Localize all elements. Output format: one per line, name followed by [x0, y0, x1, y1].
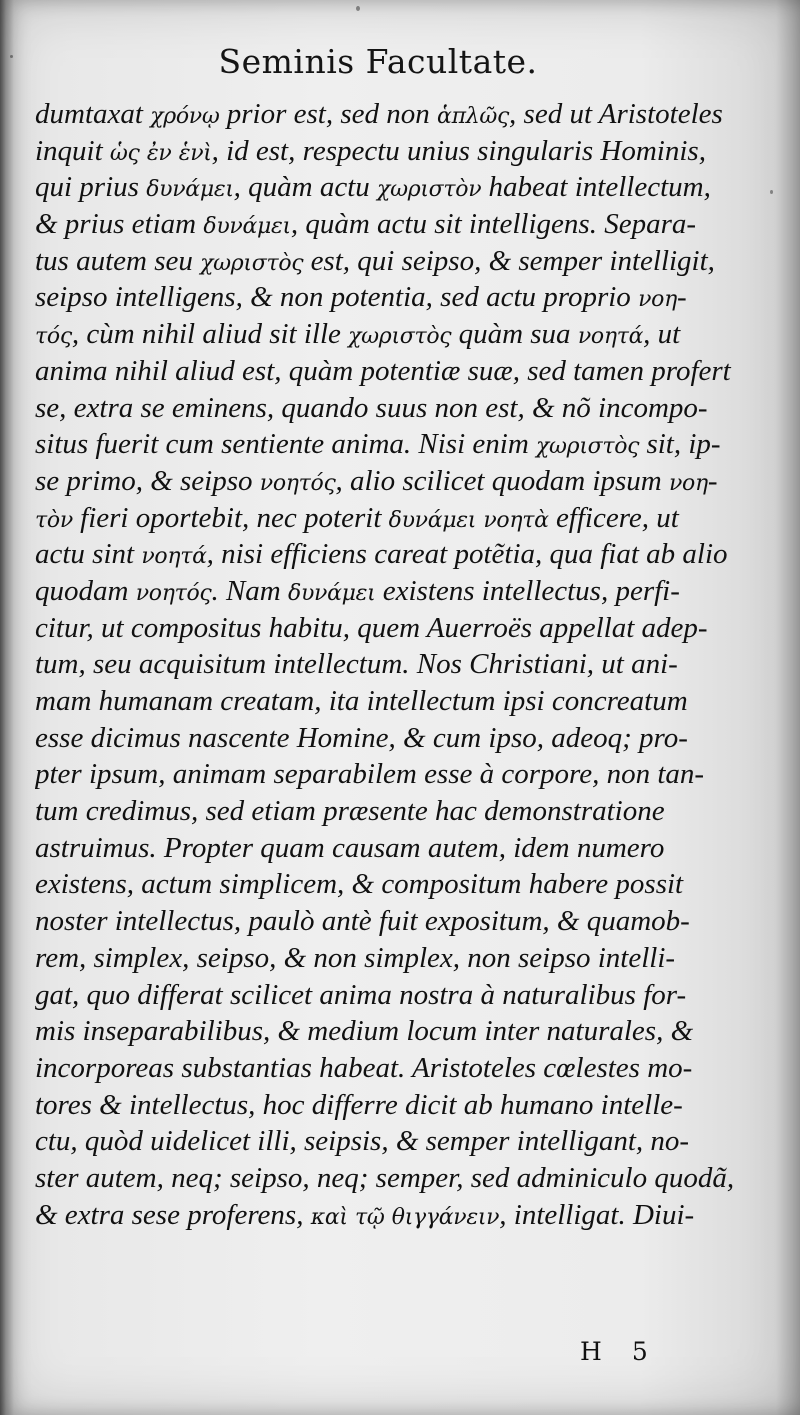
- text-line: & prius etiam δυνάμει, quàm actu sit intelligens. Separa-: [35, 208, 697, 241]
- text-line: noster intellectus, paulò antè fuit expositum, & quamob-: [35, 905, 690, 938]
- text-line: mam humanam creatam, ita intellectum ipsi concreatum: [35, 685, 688, 717]
- text-line: tum credimus, sed etiam præsente hac demonstratione: [35, 795, 665, 828]
- text-line: pter ipsum, animam separabilem esse à corpore, non tan-: [35, 758, 705, 791]
- text-line: tum, seu acquisitum intellectum. Nos Christiani, ut ani-: [35, 648, 678, 681]
- text-line: mis inseparabilibus, & medium locum inter naturales, &: [35, 1015, 694, 1048]
- text-line: qui prius δυνάμει, quàm actu χωριστὸν habeat intellectum,: [35, 171, 711, 204]
- text-line: & extra sese proferens, καὶ τῷ θιγγάνειν, intelligat. Diui-: [35, 1198, 695, 1231]
- page-number: 5: [631, 1337, 678, 1366]
- ink-speck: [10, 55, 13, 58]
- text-line: citur, ut compositus habitu, quem Auerroës appellat adep-: [35, 611, 708, 644]
- ink-speck: [356, 6, 360, 11]
- text-line: quodam νοητός. Nam δυνάμει existens intellectus, perfi-: [35, 574, 680, 607]
- text-line: anima nihil aliud est, quàm potentiæ suæ, sed tamen profert: [35, 354, 731, 387]
- text-line: ster autem, neq; seipso, neq; semper, sed adminiculo quodã,: [35, 1161, 735, 1194]
- text-line: inquit ὡς ἐν ἑνὶ, id est, respectu unius singularis Hominis,: [35, 134, 706, 167]
- text-line: actu sint νοητά, nisi efficiens careat potẽtia, qua fiat ab alio: [35, 538, 728, 571]
- body-text: [35, 96, 765, 1233]
- text-line: tus autem seu χωριστὸς est, qui seipso, & semper intelligit,: [35, 244, 715, 277]
- text-line: astruimus. Propter quam causam autem, idem numero: [35, 831, 665, 864]
- text-line: esse dicimus nascente Homine, & cum ipso, adeoq; pro-: [35, 721, 688, 754]
- text-line: ctu, quòd uidelicet illi, seipsis, & semper intelligant, no-: [35, 1125, 690, 1158]
- text-line: dumtaxat χρόνῳ prior est, sed non ἁπλῶς, sed ut Aristoteles: [35, 98, 723, 130]
- text-line: rem, simplex, seipso, & non simplex, non seipso intelli-: [35, 941, 676, 974]
- page-footer: [580, 1337, 678, 1366]
- signature-mark: H: [580, 1337, 632, 1366]
- text-line: se primo, & seipso νοητός, alio scilicet quodam ipsum νοη-: [35, 464, 718, 497]
- text-line: seipso intelligens, & non potentia, sed actu proprio νοη-: [35, 281, 687, 314]
- text-line: τὸν fieri oportebit, nec poterit δυνάμει νοητὰ efficere, ut: [35, 501, 679, 534]
- text-line: τός, cùm nihil aliud sit ille χωριστὸς quàm sua νοητά, ut: [35, 318, 681, 351]
- ink-speck: [770, 190, 773, 194]
- text-line: tores & intellectus, hoc differre dicit ab humano intelle-: [35, 1088, 683, 1121]
- text-line: incorporeas substantias habeat. Aristoteles cœlestes mo-: [35, 1051, 693, 1084]
- text-line: se, extra se eminens, quando suus non est, & nõ incompo-: [35, 391, 708, 424]
- page-title: Seminis Facultate.: [218, 42, 538, 81]
- text-line: situs fuerit cum sentiente anima. Nisi enim χωριστὸς sit, ip-: [35, 428, 721, 461]
- text-line: existens, actum simplicem, & compositum habere possit: [35, 868, 684, 901]
- text-line: gat, quo differat scilicet anima nostra à naturalibus for-: [35, 978, 687, 1011]
